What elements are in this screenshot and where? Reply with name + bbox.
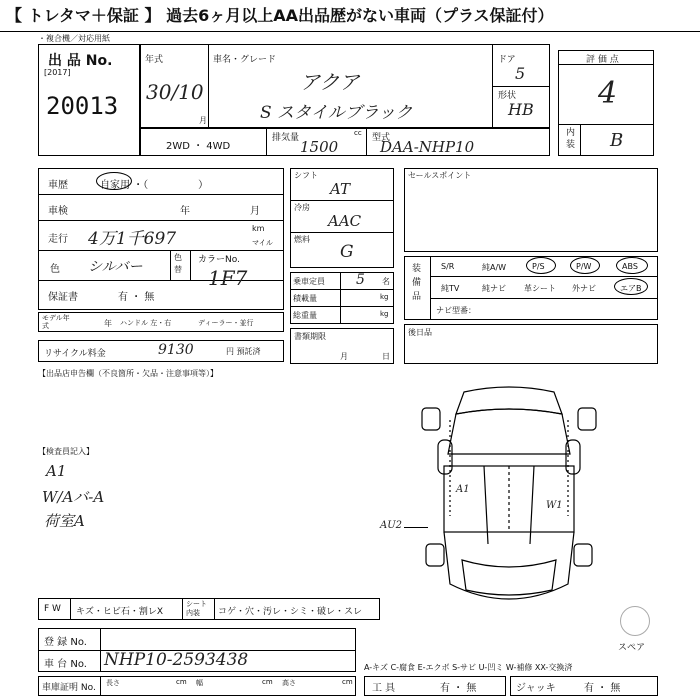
inspector-note-2: W/Aバ-A	[42, 488, 105, 506]
lot-label: 出 品 No.	[48, 53, 113, 69]
equip-ext-navi: 外ナビ	[572, 284, 596, 293]
car-diagram	[404, 384, 614, 616]
lot-number: 20013	[46, 92, 119, 120]
postfit-label: 後日品	[408, 328, 432, 337]
navi-model-label: ナビ型番：	[436, 306, 476, 315]
cert-length: 長さ	[106, 679, 120, 687]
lot-year-stamp: [2017]	[44, 68, 71, 77]
score-label: 評 価 点	[586, 55, 619, 65]
mileage-mile: マイル	[252, 239, 273, 247]
diagram-mark-w1: W1	[546, 500, 563, 511]
shift-label: シフト	[294, 171, 318, 180]
equip-tv: 純TV	[441, 284, 460, 293]
score-value: 4	[598, 76, 618, 111]
doc-period-label: 書類期限	[294, 332, 326, 341]
inspection-month: 月	[250, 206, 260, 217]
fuel-value: G	[340, 242, 354, 262]
gross-unit: kg	[380, 310, 389, 318]
defects-seat-label: シート内装	[186, 600, 207, 617]
color-label: 色	[50, 264, 60, 275]
inspection-label: 車検	[48, 206, 68, 217]
warranty-label: 保証書	[48, 292, 78, 303]
load-label: 積載量	[293, 294, 317, 303]
ac-value: AAC	[328, 212, 362, 230]
warranty-value: 有 ・ 無	[118, 292, 155, 303]
color-change-label: 色替	[174, 253, 182, 274]
capacity-unit: 名	[382, 277, 390, 286]
dealer-label: ディーラー・並行	[198, 319, 254, 327]
year-unit: 月	[199, 116, 207, 125]
equip-navi: 純ナビ	[482, 284, 506, 293]
mileage-km: km	[252, 224, 265, 233]
displacement-label: 排気量	[272, 133, 300, 143]
inspector-note-3: 荷室A	[44, 512, 85, 530]
load-unit: kg	[380, 293, 389, 301]
equip-sr: S/R	[441, 262, 455, 271]
cert-width: 幅	[196, 679, 203, 687]
postfit-box	[404, 324, 658, 364]
inspection-year: 年	[180, 206, 190, 217]
inspector-label: 【検査員記入】	[38, 447, 94, 456]
defects-interior: コゲ・穴・汚レ・シミ・破レ・スレ	[218, 607, 363, 617]
defects-exterior: キズ・ヒビ石・割レX	[76, 607, 163, 617]
spare-label: スペア	[618, 643, 646, 653]
equip-pw: P/W	[576, 262, 592, 271]
capacity-value: 5	[356, 272, 365, 288]
damage-legend: A-キズ C-腐食 E-エクボ S-サビ U-凹ミ W-補修 XX-交換済	[364, 663, 573, 672]
year-value: 30/10	[146, 80, 204, 104]
equip-leather: 革シート	[524, 284, 556, 293]
interior-label: 内装	[566, 128, 576, 150]
mileage-value: 4万1千697	[88, 229, 177, 249]
equip-ps: P/S	[532, 262, 545, 271]
doc-period-day: 日	[382, 352, 390, 361]
capacity-label: 乗車定員	[293, 277, 325, 286]
seller-notes-label: 【出品店申告欄（不良箇所・欠品・注意事項等）】	[38, 369, 218, 378]
gross-label: 総重量	[293, 311, 317, 320]
cert-cm-2: cm	[262, 678, 273, 686]
cert-height: 高さ	[282, 679, 296, 687]
history-value: 自家用 ・（ ）	[100, 180, 209, 191]
sales-point-label: セールスポイント	[408, 171, 472, 180]
cert-cm-3: cm	[342, 678, 353, 686]
year-label: 年式	[145, 55, 164, 65]
color-no-value: 1F7	[208, 266, 248, 290]
chassis-value: NHP10-2593438	[104, 650, 249, 670]
displacement-unit: cc	[354, 129, 362, 137]
color-no-label: カラーNo.	[198, 255, 240, 265]
car-grade: S スタイルブラック	[260, 103, 413, 123]
model-code-value: DAA-NHP10	[380, 138, 475, 156]
inspector-note-1: A1	[46, 462, 67, 480]
shape-label: 形状	[498, 91, 517, 101]
mileage-label: 走行	[48, 234, 68, 245]
registration-label: 登 録 No.	[44, 637, 87, 648]
equip-abs: ABS	[622, 262, 638, 271]
model-row-year: 年	[104, 319, 112, 328]
spare-tire-icon	[620, 606, 650, 636]
banner-title: 【 トレタマ＋保証 】 過去6ヶ月以上AA出品歴がない車両（プラス保証付）	[0, 0, 700, 32]
jack-value: 有 ・ 無	[584, 683, 621, 694]
cert-cm-1: cm	[176, 678, 187, 686]
recycle-label: リサイクル料金	[44, 349, 106, 359]
defects-fw: F W	[44, 604, 61, 614]
doc-period-month: 月	[340, 352, 348, 361]
ac-label: 冷房	[294, 203, 310, 212]
interior-value: B	[610, 130, 624, 151]
equip-aw: 純A/W	[482, 263, 507, 272]
displacement-value: 1500	[300, 138, 339, 156]
recycle-value: 9130	[158, 342, 194, 358]
jack-label: ジャッキ	[516, 683, 556, 694]
recycle-unit: 円 預託済	[226, 347, 261, 356]
model-code-label: 型式	[372, 133, 391, 143]
car-name: アクア	[300, 70, 360, 94]
fuel-label: 燃料	[294, 235, 310, 244]
chassis-label: 車 台 No.	[44, 659, 87, 670]
tools-label: 工 具	[372, 683, 396, 694]
certificate-label: 車庫証明 No.	[42, 683, 96, 693]
doors-value: 5	[515, 64, 526, 83]
sub-note: ・複合機／対応用紙	[38, 34, 110, 43]
drive-label: 2WD ・ 4WD	[166, 141, 231, 152]
equip-airbag: エアB	[620, 284, 642, 293]
diagram-mark-au: AU2	[380, 520, 403, 531]
model-row-label: モデル年式	[42, 314, 70, 330]
shift-value: AT	[330, 180, 351, 198]
car-name-label: 車名・グレード	[213, 55, 277, 65]
tools-value: 有 ・ 無	[440, 683, 477, 694]
doors-label: ドア	[498, 55, 516, 65]
handle-label: ハンドル 左・右	[120, 319, 172, 327]
shape-value: HB	[508, 100, 534, 119]
equipment-label: 装備品	[412, 264, 422, 302]
history-label: 車歴	[48, 180, 68, 191]
diagram-mark-a1: A1	[456, 484, 470, 495]
color-value: シルバー	[88, 259, 143, 275]
